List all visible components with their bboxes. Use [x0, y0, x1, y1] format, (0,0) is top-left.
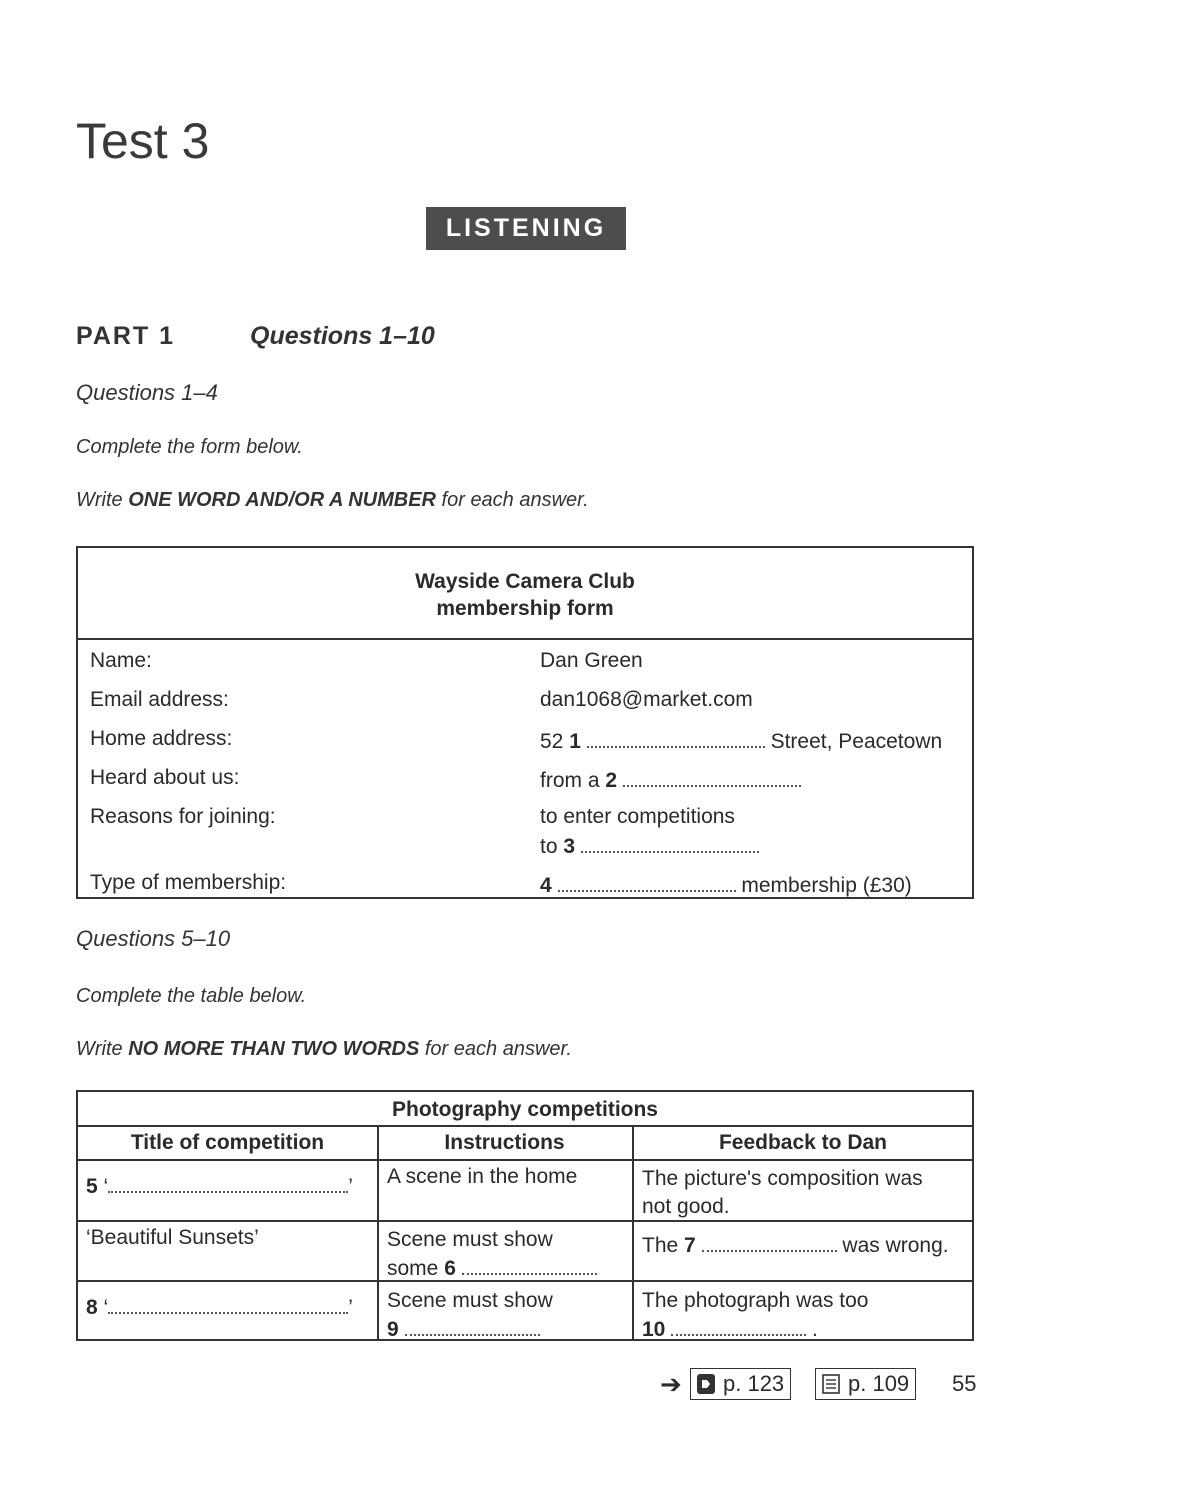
- form-label-home-address: Home address:: [90, 727, 233, 750]
- instr-2-line2: [387, 1254, 597, 1283]
- header-feedback: Feedback to Dan: [718, 1131, 888, 1154]
- header-instructions: Instructions: [444, 1131, 565, 1154]
- form-label-name: Name:: [90, 649, 152, 672]
- instruction-complete-table: Complete the table below.: [76, 985, 307, 1007]
- table-row-1-instructions: A scene in the home: [387, 1165, 578, 1188]
- answer-blank-5[interactable]: [108, 1172, 348, 1193]
- answer-blank-10[interactable]: [671, 1315, 806, 1336]
- answer-number-9: 9: [387, 1317, 399, 1341]
- feedback-3-post: .: [806, 1317, 818, 1341]
- feedback-2-pre: The: [642, 1233, 685, 1257]
- answer-number-10: 10: [642, 1317, 666, 1341]
- table-row-3-feedback: [642, 1287, 869, 1344]
- test-title: Test 3: [76, 113, 210, 169]
- questions-range-1-4: Questions 1–4: [76, 380, 218, 405]
- part-label: PART 1: [76, 322, 176, 350]
- instruction-post-2: for each answer.: [419, 1038, 572, 1060]
- document-icon: [822, 1374, 840, 1394]
- audio-script-reference[interactable]: [690, 1368, 791, 1400]
- answer-key-reference[interactable]: [815, 1368, 916, 1400]
- form-value-membership-type: [540, 871, 912, 898]
- answer-number-4: 4: [540, 873, 552, 897]
- form-value-home-address: [540, 727, 942, 754]
- membership-form: [76, 546, 974, 899]
- instruction-word-limit-2: [76, 1038, 572, 1061]
- feedback-1-line1: The picture's composition was: [642, 1167, 923, 1190]
- form-value-reasons-line1: to enter competitions: [540, 805, 735, 828]
- instruction-pre-2: Write: [76, 1038, 129, 1060]
- answer-number-7: 7: [684, 1233, 696, 1257]
- membership-post: membership (£30): [735, 873, 912, 897]
- instruction-pre: Write: [76, 489, 129, 511]
- table-row-1-feedback: [642, 1165, 923, 1221]
- answer-number-2: 2: [605, 768, 618, 792]
- instr-3-line1: Scene must show: [387, 1289, 553, 1312]
- table-row-3-title: 8 ‘ ’: [86, 1293, 353, 1320]
- instruction-bold: ONE WORD AND/OR A NUMBER: [128, 489, 436, 511]
- answer-blank-6[interactable]: [462, 1254, 597, 1275]
- answer-blank-8[interactable]: [108, 1293, 348, 1314]
- form-label-reasons: Reasons for joining:: [90, 805, 276, 828]
- table-row-2-instructions: [387, 1226, 597, 1283]
- feedback-2-post: was wrong.: [836, 1233, 949, 1257]
- form-label-membership-type: Type of membership:: [90, 871, 287, 894]
- answer-key-page: p. 109: [848, 1371, 910, 1396]
- form-label-email: Email address:: [90, 688, 229, 711]
- form-value-heard-about: [540, 766, 801, 793]
- instr-2-pre: some: [387, 1256, 445, 1280]
- arrow-right-icon: ➔: [660, 1369, 682, 1399]
- form-value-reasons-line2: [540, 832, 759, 859]
- instruction-word-limit-1: [76, 489, 589, 512]
- table-row-2-title: ‘Beautiful Sunsets’: [86, 1226, 259, 1249]
- header-title-of-competition: Title of competition: [130, 1131, 325, 1154]
- answer-blank-2[interactable]: [623, 766, 801, 787]
- form-header: [78, 548, 972, 640]
- answer-blank-7[interactable]: [702, 1231, 837, 1252]
- answer-blank-1[interactable]: [587, 727, 765, 748]
- answer-blank-4[interactable]: [558, 871, 736, 892]
- address-post: Street, Peacetown: [764, 729, 943, 753]
- table-row-1-title: 5 ‘ ’: [86, 1172, 353, 1199]
- instr-3-line2: [387, 1315, 553, 1344]
- answer-number-5: 5: [86, 1174, 98, 1198]
- address-pre: 52: [540, 729, 570, 753]
- answer-number-6: 6: [444, 1256, 456, 1280]
- table-title: Photography competitions: [391, 1098, 658, 1121]
- instruction-post: for each answer.: [435, 489, 589, 511]
- table-row-2-feedback: [642, 1231, 949, 1258]
- form-value-name: Dan Green: [540, 649, 643, 672]
- questions-range-5-10: Questions 5–10: [76, 926, 231, 951]
- instruction-bold-2: NO MORE THAN TWO WORDS: [128, 1038, 420, 1060]
- page-number: 55: [952, 1371, 977, 1396]
- reasons-pre: to: [540, 834, 564, 858]
- feedback-3-line2: [642, 1315, 869, 1344]
- competitions-table: [76, 1090, 974, 1341]
- form-title-line2: membership form: [436, 597, 614, 620]
- form-title-line1: Wayside Camera Club: [415, 570, 635, 593]
- section-banner: LISTENING: [426, 207, 626, 250]
- answer-number-1: 1: [569, 729, 581, 753]
- feedback-1-line2: not good.: [642, 1195, 730, 1218]
- audio-script-icon: [697, 1374, 715, 1394]
- audio-script-page: p. 123: [723, 1371, 785, 1396]
- answer-number-8: 8: [86, 1295, 98, 1319]
- instr-2-line1: Scene must show: [387, 1228, 553, 1251]
- part-questions: Questions 1–10: [250, 322, 435, 350]
- table-row-3-instructions: [387, 1287, 553, 1344]
- feedback-3-line1: The photograph was too: [642, 1289, 869, 1312]
- answer-blank-3[interactable]: [581, 832, 759, 853]
- form-value-email: dan1068@market.com: [540, 688, 753, 711]
- answer-number-3: 3: [563, 834, 576, 858]
- answer-blank-9[interactable]: [405, 1315, 540, 1336]
- form-label-heard-about: Heard about us:: [90, 766, 240, 789]
- instruction-complete-form: Complete the form below.: [76, 436, 303, 458]
- heard-pre: from a: [540, 768, 606, 792]
